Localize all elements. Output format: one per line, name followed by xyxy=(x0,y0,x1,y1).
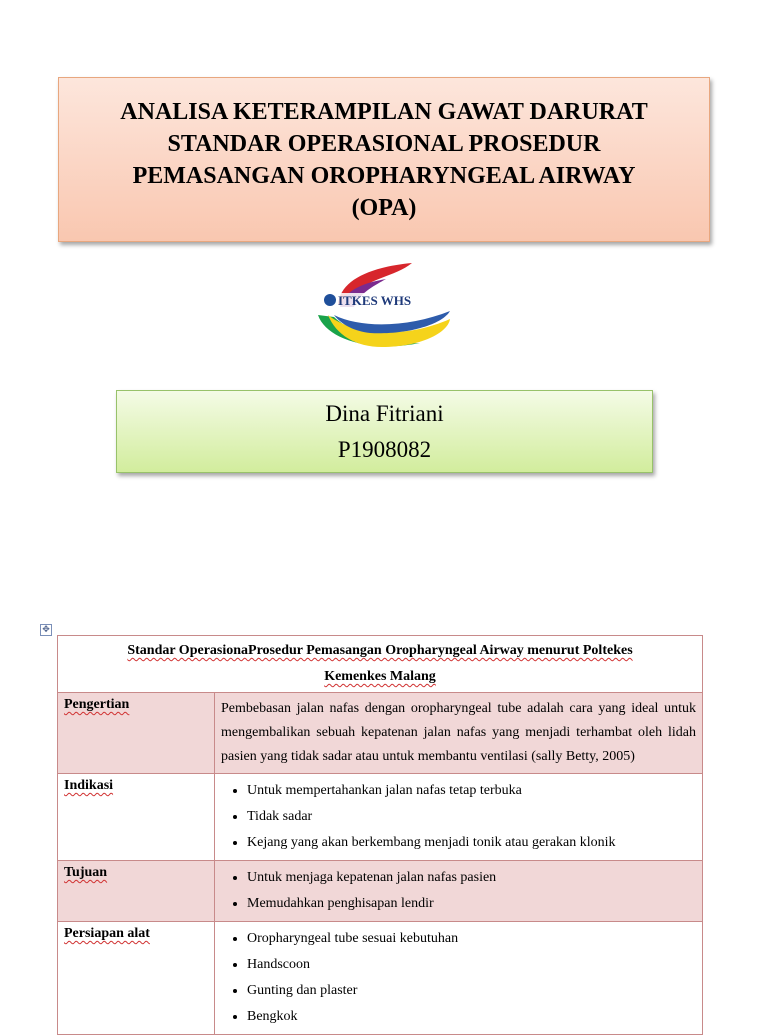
title-line-3: PEMASANGAN OROPHARYNGEAL AIRWAY xyxy=(132,162,636,189)
list-item: • Bengkok xyxy=(247,1004,696,1030)
row-content xyxy=(215,861,703,922)
table-header-row xyxy=(58,636,703,693)
title-box xyxy=(58,77,710,242)
table-row-tujuan xyxy=(58,861,703,922)
table-row-indikasi xyxy=(58,774,703,861)
row-label xyxy=(58,693,215,774)
table-row-pengertian xyxy=(58,693,703,774)
list-item: • Gunting dan plaster xyxy=(247,978,696,1004)
bullet-list xyxy=(221,926,696,1030)
row-label-text: Persiapan alat xyxy=(64,926,150,941)
itkes-whs-logo xyxy=(310,255,460,360)
table-header-line-2: Kemenkes Malang xyxy=(324,669,436,684)
author-id: P1908082 xyxy=(337,436,432,462)
bullet-list xyxy=(221,778,696,856)
list-item: • Untuk mempertahankan jalan nafas tetap terbuka xyxy=(247,778,696,804)
table-header-line-1: Standar OperasionaProsedur Pemasangan Oropharyngeal Airway menurut Poltekes xyxy=(127,643,633,658)
row-paragraph: Pembebasan jalan nafas dengan oropharyngeal tube adalah cara yang ideal untuk mengembalikan sebuah kepatenan jalan nafas yang menjadi terhambat oleh lidah pasien yang tidak sadar atau untuk membantu ventilasi (sally Betty, 2005) xyxy=(221,701,696,764)
row-content xyxy=(215,774,703,861)
title-line-1: ANALISA KETERAMPILAN GAWAT DARURAT xyxy=(120,98,648,125)
list-item: • Untuk menjaga kepatenan jalan nafas pasien xyxy=(247,865,696,891)
row-content xyxy=(215,693,703,774)
row-label-text: Pengertian xyxy=(64,697,130,712)
row-content xyxy=(215,922,703,1035)
title-line-2: STANDAR OPERASIONAL PROSEDUR xyxy=(167,130,601,157)
table-header-cell xyxy=(58,636,703,693)
bullet-list xyxy=(221,865,696,917)
author-box xyxy=(116,390,653,473)
sop-table xyxy=(57,635,703,1035)
list-item: • Kejang yang akan berkembang menjadi tonik atau gerakan klonik xyxy=(247,830,696,856)
list-item: • Tidak sadar xyxy=(247,804,696,830)
row-label xyxy=(58,922,215,1035)
row-label xyxy=(58,774,215,861)
row-label-text: Tujuan xyxy=(64,865,108,880)
table-move-handle-icon[interactable]: ✥ xyxy=(40,624,52,636)
table-row-persiapan-alat xyxy=(58,922,703,1035)
row-label-text: Indikasi xyxy=(64,778,114,793)
list-item: • Oropharyngeal tube sesuai kebutuhan xyxy=(247,926,696,952)
logo-text: ITKES WHS xyxy=(338,293,412,308)
author-name: Dina Fitriani xyxy=(325,400,444,426)
row-label xyxy=(58,861,215,922)
list-item: • Memudahkan penghisapan lendir xyxy=(247,891,696,917)
title-line-4: (OPA) xyxy=(351,194,417,221)
list-item: • Handscoon xyxy=(247,952,696,978)
